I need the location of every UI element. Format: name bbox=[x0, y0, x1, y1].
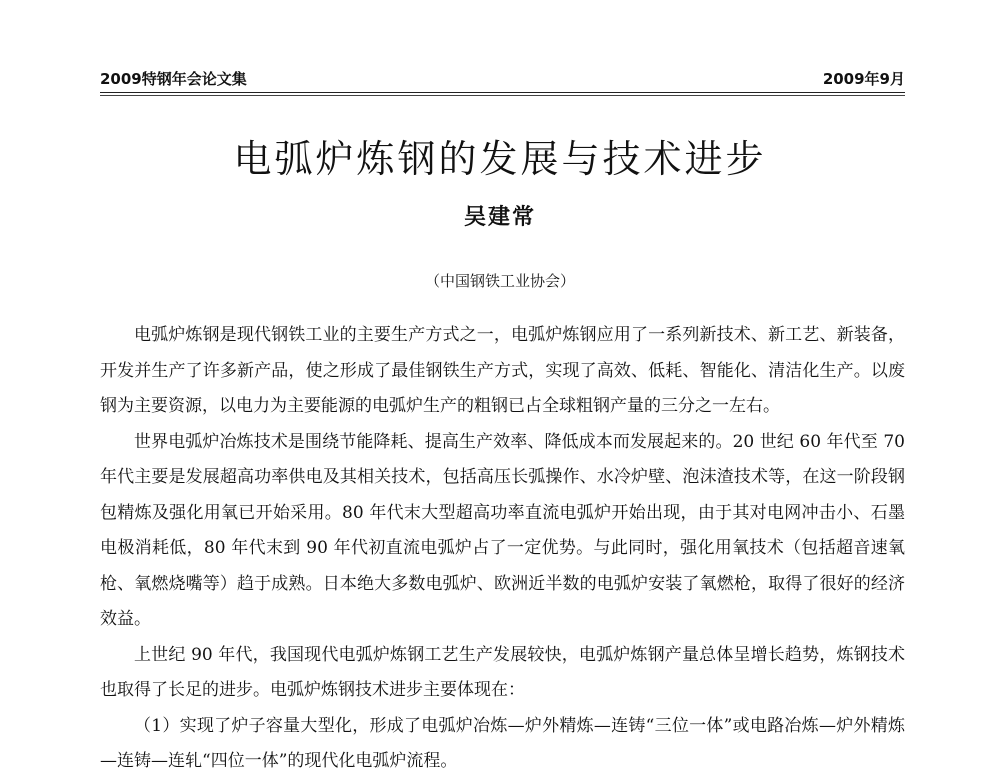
paper-author: 吴建常 bbox=[463, 204, 536, 230]
paragraph: 世界电弧炉冶炼技术是围绕节能降耗、提高生产效率、降低成本而发展起来的。20 世纪 60 年代至 70 年代主要是发展超高功率供电及其相关技术，包括高压长弧操作、水冷炉壁、泡沫渣技术等，在这一阶段钢包精炼及强化用氧已开始采用。80 年代末大型超高功率直流电弧炉开始出现，由于其对电网冲击小、石墨电极消耗低，80 年代末到 90 年代初直流电弧炉占了一定优势。与此同时，强化用氧技术（包括超音速氧枪、氧燃烧嘴等）趋于成熟。日本绝大多数电弧炉、欧洲近半数的电弧炉安装了氧燃枪，取得了很好的经济效益。 bbox=[100, 431, 905, 629]
paragraph: 电弧炉炼钢是现代钢铁工业的主要生产方式之一，电弧炉炼钢应用了一系列新技术、新工艺、新装备，开发并生产了许多新产品，使之形成了最佳钢铁生产方式，实现了高效、低耗、智能化、清洁化生产。以废钢为主要资源，以电力为主要能源的电弧炉生产的粗钢已占全球粗钢产量的三分之一左右。 bbox=[100, 325, 905, 416]
author-affiliation: （中国钢铁工业协会） bbox=[424, 272, 575, 290]
body-text bbox=[100, 318, 905, 780]
paper-title: 电弧炉炼钢的发展与技术进步 bbox=[233, 137, 767, 181]
running-header-left: 2009特钢年会论文集 bbox=[100, 70, 247, 88]
header-rule-thin bbox=[100, 95, 905, 96]
running-header bbox=[100, 68, 905, 90]
running-header-right: 2009年9月 bbox=[822, 70, 905, 88]
paragraph: 上世纪 90 年代，我国现代电弧炉炼钢工艺生产发展较快，电弧炉炼钢产量总体呈增长趋势，炼钢技术也取得了长足的进步。电弧炉炼钢技术进步主要体现在： bbox=[100, 644, 905, 700]
header-rule bbox=[100, 92, 905, 93]
paragraph: （1）实现了炉子容量大型化，形成了电弧炉冶炼—炉外精炼—连铸“三位一体”或电路冶炼—炉外精炼—连铸—连轧“四位一体”的现代化电弧炉流程。 bbox=[100, 715, 905, 771]
